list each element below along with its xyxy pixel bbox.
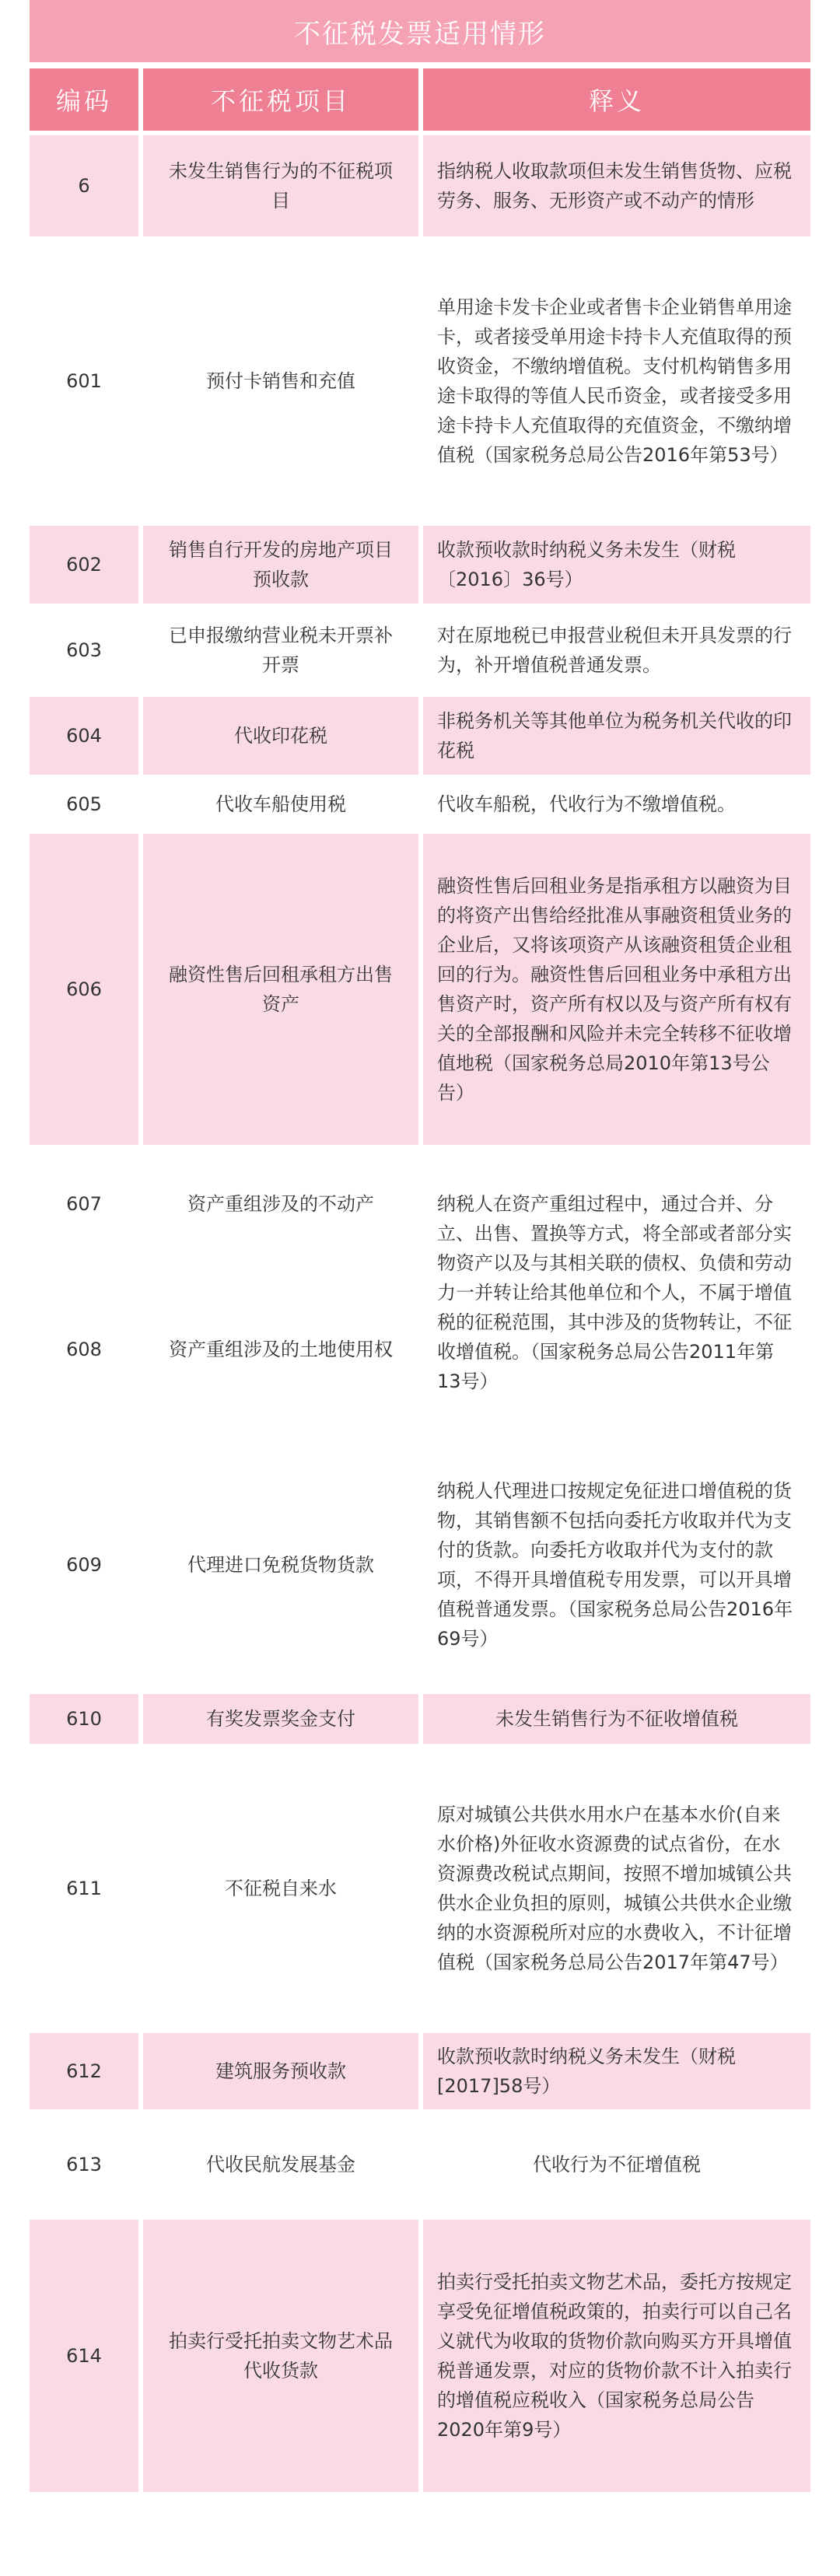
row-code: 613: [30, 2114, 138, 2215]
row-desc: 收款预收款时纳税义务未发生（财税[2017]58号）: [423, 2033, 810, 2109]
row-code: 606: [30, 834, 138, 1145]
header-item: 不征税项目: [143, 68, 418, 131]
table-row: [30, 779, 810, 829]
row-item: 代收民航发展基金: [143, 2114, 418, 2215]
table-row: [30, 1440, 810, 1689]
row-item: 资产重组涉及的土地使用权: [143, 1263, 418, 1436]
row-item: 已申报缴纳营业税未开票补开票: [143, 608, 418, 692]
row-code: 605: [30, 779, 138, 829]
table-row: [30, 526, 810, 604]
row-desc: 单用途卡发卡企业或者售卡企业销售单用途卡，或者接受单用途卡持卡人充值取得的预收资金，不缴纳增值税。支付机构销售多用途卡取得的等值人民币资金，或者接受多用途卡持卡人充值取得的充值资金，不缴纳增值税（国家税务总局公告2016年第53号）: [423, 241, 810, 521]
table-row: [30, 135, 810, 236]
row-item: 融资性售后回租承租方出售资产: [143, 834, 418, 1145]
header-code: 编码: [30, 68, 138, 131]
row-desc: 原对城镇公共供水用水户在基本水价(自来水价格)外征收水资源费的试点省份，在水资源费改税试点期间，按照不增加城镇公共供水企业负担的原则，城镇公共供水企业缴纳的水资源税所对应的水费收入，不计征增值税（国家税务总局公告2017年第47号）: [423, 1748, 810, 2028]
table-row: [30, 1150, 418, 1258]
table-row: [30, 2220, 810, 2492]
row-item: 拍卖行受托拍卖文物艺术品代收货款: [143, 2220, 418, 2492]
row-desc: 代收车船税，代收行为不缴增值税。: [423, 779, 810, 829]
table-row: [30, 241, 810, 521]
table-row: [30, 834, 810, 1145]
row-item: 建筑服务预收款: [143, 2033, 418, 2109]
row-desc: 拍卖行受托拍卖文物艺术品，委托方按规定享受免征增值税政策的，拍卖行可以自己名义就代为收取的货物价款向购买方开具增值税普通发票，对应的货物价款不计入拍卖行的增值税应税收入（国家税务总局公告2020年第9号）: [423, 2220, 810, 2492]
table-header: [30, 68, 810, 131]
table-title: 不征税发票适用情形: [30, 0, 810, 62]
row-code: 604: [30, 697, 138, 775]
row-desc: 非税务机关等其他单位为税务机关代收的印花税: [423, 697, 810, 775]
row-item: 销售自行开发的房地产项目预收款: [143, 526, 418, 604]
row-desc: 代收行为不征增值税: [423, 2114, 810, 2215]
merged-row-group: [30, 1150, 810, 1436]
row-item: 未发生销售行为的不征税项目: [143, 135, 418, 236]
row-desc: 融资性售后回租业务是指承租方以融资为目的将资产出售给经批准从事融资租赁业务的企业后，又将该项资产从该融资租赁企业租回的行为。融资性售后回租业务中承租方出售资产时，资产所有权以及与资产所有权有关的全部报酬和风险并未完全转移不征收增值地税（国家税务总局2010年第13号公告）: [423, 834, 810, 1145]
row-code: 603: [30, 608, 138, 692]
row-item: 资产重组涉及的不动产: [143, 1150, 418, 1258]
row-item: 不征税自来水: [143, 1748, 418, 2028]
row-desc: 纳税人代理进口按规定免征进口增值税的货物，其销售额不包括向委托方收取并代为支付的货款。向委托方收取并代为支付的款项，不得开具增值税专用发票，可以开具增值税普通发票。（国家税务总局公告2016年69号）: [423, 1440, 810, 1689]
merged-desc: 纳税人在资产重组过程中，通过合并、分立、出售、置换等方式，将全部或者部分实物资产以及与其相关联的债权、负债和劳动力一并转让给其他单位和个人，不属于增值税的征税范围，其中涉及的货物转让，不征收增值税。（国家税务总局公告2011年第13号）: [423, 1150, 810, 1436]
table-row: [30, 1263, 418, 1436]
table-row: [30, 2114, 810, 2215]
row-code: 611: [30, 1748, 138, 2028]
row-item: 有奖发票奖金支付: [143, 1694, 418, 1744]
table-row: [30, 2033, 810, 2109]
merged-left-cells: [30, 1150, 418, 1436]
row-code: 612: [30, 2033, 138, 2109]
row-code: 602: [30, 526, 138, 604]
row-code: 614: [30, 2220, 138, 2492]
row-desc: 对在原地税已申报营业税但未开具发票的行为，补开增值税普通发票。: [423, 608, 810, 692]
row-code: 608: [30, 1263, 138, 1436]
row-desc: 指纳税人收取款项但未发生销售货物、应税劳务、服务、无形资产或不动产的情形: [423, 135, 810, 236]
table-row: [30, 1694, 810, 1744]
row-item: 预付卡销售和充值: [143, 241, 418, 521]
row-code: 6: [30, 135, 138, 236]
row-desc: 收款预收款时纳税义务未发生（财税〔2016〕36号）: [423, 526, 810, 604]
row-item: 代收车船使用税: [143, 779, 418, 829]
table-row: [30, 608, 810, 692]
row-code: 610: [30, 1694, 138, 1744]
row-code: 607: [30, 1150, 138, 1258]
row-code: 609: [30, 1440, 138, 1689]
row-item: 代理进口免税货物货款: [143, 1440, 418, 1689]
row-item: 代收印花税: [143, 697, 418, 775]
row-code: 601: [30, 241, 138, 521]
tax-table: [30, 68, 810, 2497]
table-row: [30, 697, 810, 775]
table-row: [30, 1748, 810, 2028]
header-desc: 释义: [423, 68, 810, 131]
row-desc: 未发生销售行为不征收增值税: [423, 1694, 810, 1744]
